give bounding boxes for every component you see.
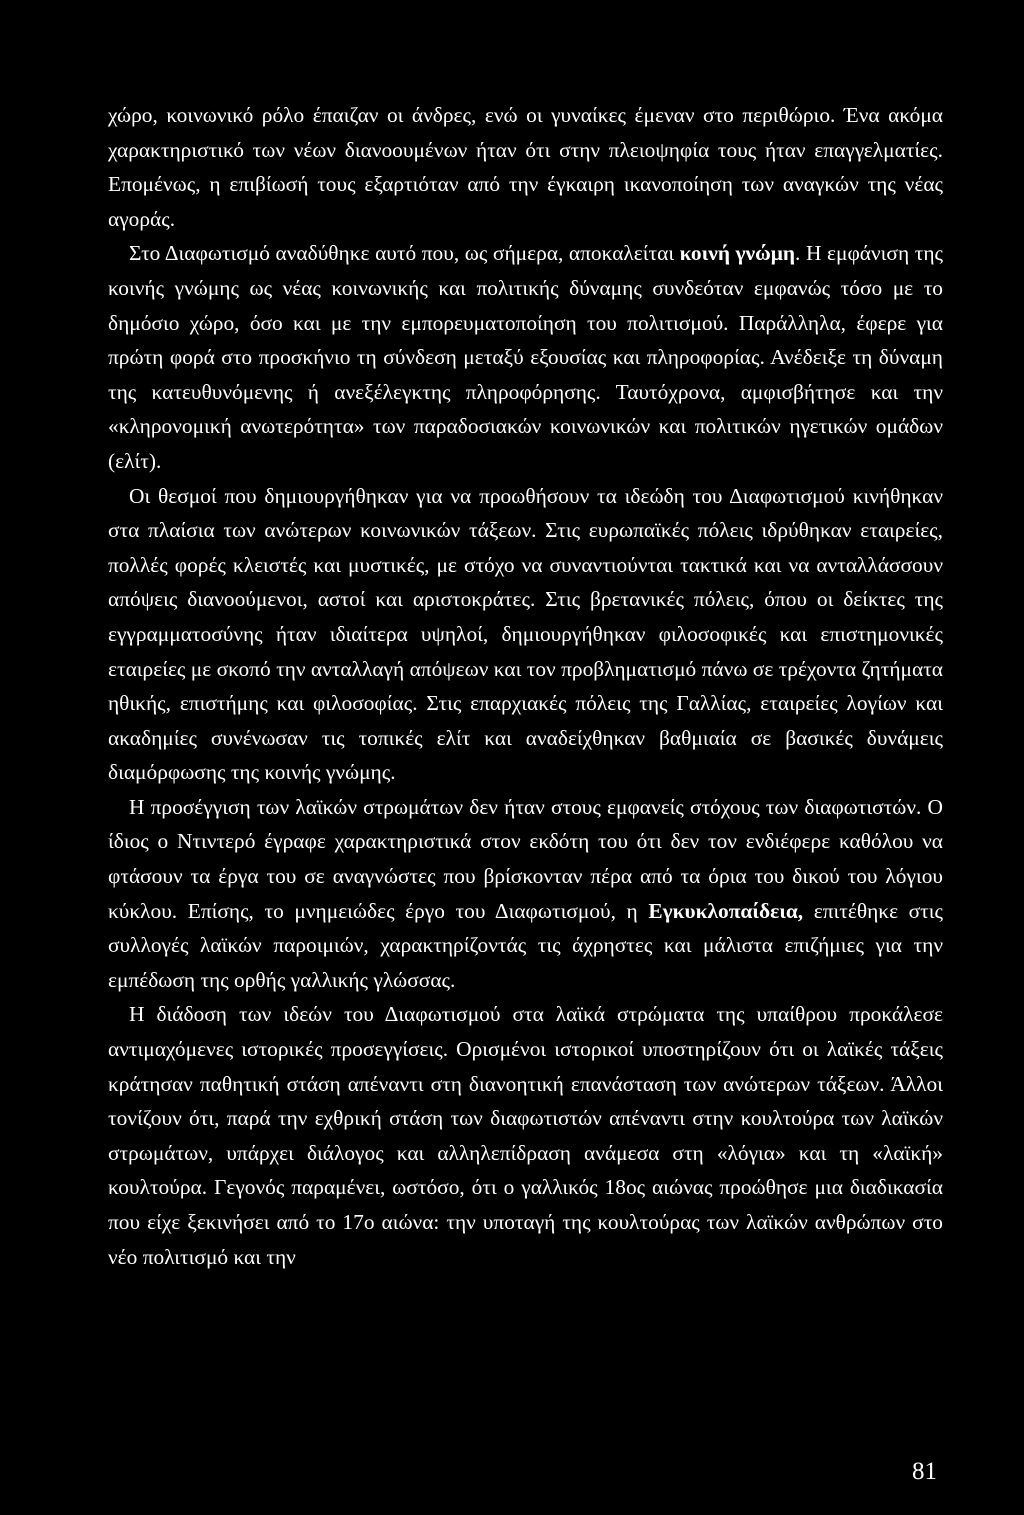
- paragraph-1: [108, 98, 943, 236]
- paragraph-2: [108, 236, 943, 478]
- paragraph-3-text: Οι θεσμοί που δημιουργήθηκαν για να προωθήσουν τα ιδεώδη του Διαφωτισμού κινήθηκαν στα πλαίσια των ανώτερων κοινωνικών τάξεων. Στις ευρωπαϊκές πόλεις ιδρύθηκαν εταιρείες, πολλές φορές κλειστές και μυστικές, με στόχο να συναντιούνται τακτικά και να ανταλλάσσουν απόψεις διανοούμενοι, αστοί και αριστοκράτες. Στις βρετανικές πόλεις, όπου οι δείκτες της εγγραμματοσύνης ήταν ιδιαίτερα υψηλοί, δημιουργήθηκαν φιλοσοφικές και επιστημονικές εταιρείες με σκοπό την ανταλλαγή απόψεων και τον προβληματισμό πάνω σε τρέχοντα ζητήματα ηθικής, επιστήμης και φιλοσοφίας. Στις επαρχιακές πόλεις της Γαλλίας, εταιρείες λογίων και ακαδημίες συνένωσαν τις τοπικές ελίτ και αναδείχθηκαν βαθμιαία σε βασικές δυνάμεις διαμόρφωσης της κοινής γνώμης.: [108, 483, 943, 785]
- paragraph-4-text-b: επιτέθηκε στις συλλογές λαϊκών παροιμιών, χαρακτηρίζοντάς τις άχρηστες και μάλιστα επιζήμιες για την εμπέδωση της ορθής γαλλικής γλώσσας.: [108, 898, 943, 992]
- paragraph-5-text: Η διάδοση των ιδεών του Διαφωτισμού στα λαϊκά στρώματα της υπαίθρου προκάλεσε αντιμαχόμενες ιστορικές προσεγγίσεις. Ορισμένοι ιστορικοί υποστηρίζουν ότι οι λαϊκές τάξεις κράτησαν παθητική στάση απέναντι στη διανοητική επανάσταση των ανώτερων τάξεων. Άλλοι τονίζουν ότι, παρά την εχθρική στάση των διαφωτιστών απέναντι στην κουλτούρα των λαϊκών στρωμάτων, υπάρχει διάλογος και αλληλεπίδραση ανάμεσα στη «λόγια» και τη «λαϊκή» κουλτούρα. Γεγονός παραμένει, ωστόσο, ότι ο γαλλικός 18ος αιώνας προώθησε μια διαδικασία που είχε ξεκινήσει από το 17ο αιώνα: την υποταγή της κουλτούρας των λαϊκών ανθρώπων στο νέο πολιτισμό και την: [108, 1002, 943, 1269]
- paragraph-2-text-a: Στο Διαφωτισμό αναδύθηκε αυτό που, ως σήμερα, αποκαλείται: [129, 241, 680, 266]
- term-encyclopedia: Εγκυκλοπαίδεια,: [648, 898, 804, 923]
- page-number: 81: [912, 1458, 937, 1485]
- paragraph-5: [108, 997, 943, 1274]
- page-body: [108, 98, 943, 1274]
- paragraph-1-text: χώρο, κοινωνικό ρόλο έπαιζαν οι άνδρες, ενώ οι γυναίκες έμεναν στο περιθώριο. Ένα ακόμα χαρακτηριστικό των νέων διανοουμένων ήταν ότι στην πλειοψηφία τους ήταν επαγγελματίες. Επομένως, η επιβίωσή τους εξαρτιόταν από την έγκαιρη ικανοποίηση των αναγκών της νέας αγοράς.: [108, 103, 943, 231]
- paragraph-3: [108, 479, 943, 790]
- paragraph-4-text-a: Η προσέγγιση των λαϊκών στρωμάτων δεν ήταν στους εμφανείς στόχους των διαφωτιστών. Ο ίδιος ο Ντιντερό έγραφε χαρακτηριστικά στον εκδότη του ότι δεν τον ενδιέφερε καθόλου να φτάσουν τα έργα του σε αναγνώστες που βρίσκονταν πέρα από τα όρια του δικού του λόγιου κύκλου. Επίσης, το μνημειώδες έργο του Διαφωτισμού, η: [108, 794, 943, 923]
- paragraph-2-text-b: . Η εμφάνιση της κοινής γνώμης ως νέας κοινωνικής και πολιτικής δύναμης συνδεόταν εμφανώς τόσο με το δημόσιο χώρο, όσο και με την εμπορευματοποίηση του πολιτισμού. Παράλληλα, έφερε για πρώτη φορά στο προσκήνιο τη σύνδεση μεταξύ εξουσίας και πληροφορίας. Ανέδειξε τη δύναμη της κατευθυνόμενης ή ανεξέλεγκτης πληροφόρησης. Ταυτόχρονα, αμφισβήτησε και την «κληρονομική ανωτερότητα» των παραδοσιακών κοινωνικών και πολιτικών ηγετικών ομάδων (ελίτ).: [108, 241, 943, 473]
- paragraph-4: [108, 790, 943, 998]
- term-public-opinion: κοινή γνώμη: [679, 241, 796, 266]
